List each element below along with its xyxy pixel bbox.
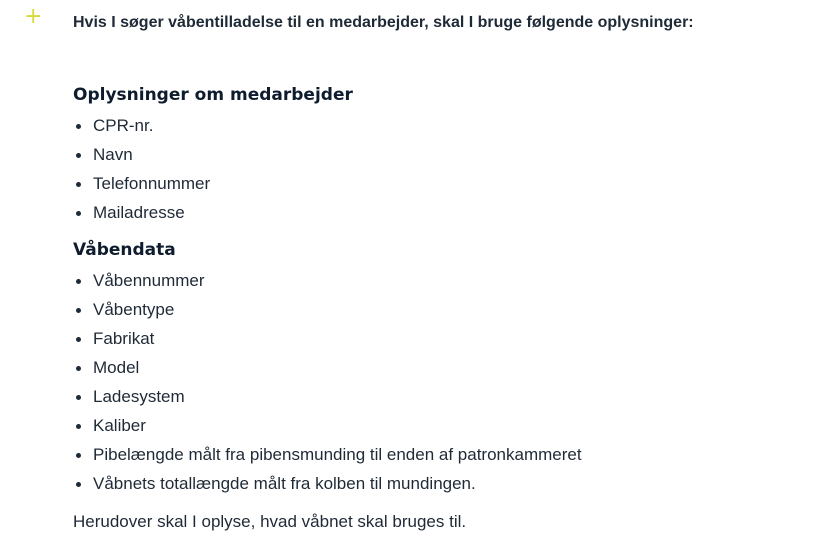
list-item: Våbentype <box>73 295 813 324</box>
list-item: Våbennummer <box>73 266 813 295</box>
list-item: Fabrikat <box>73 324 813 353</box>
list-item: Kaliber <box>73 411 813 440</box>
outro-text: Herudover skal I oplyse, hvad våbnet skal bruges til. <box>73 512 467 531</box>
list-item: CPR-nr. <box>73 111 813 140</box>
list-item: Navn <box>73 140 813 169</box>
list-item: Model <box>73 353 813 382</box>
accordion-content <box>73 12 813 533</box>
list-item: Telefonnummer <box>73 169 813 198</box>
plus-icon[interactable]: + <box>24 4 43 29</box>
section-heading-employee: Oplysninger om medarbejder <box>73 85 353 105</box>
list-item: Mailadresse <box>73 198 813 227</box>
list-item: Ladesystem <box>73 382 813 411</box>
section-heading-weapon-data: Våbendata <box>73 240 176 260</box>
weapon-data-list <box>73 266 813 498</box>
list-item: Pibelængde målt fra pibensmunding til enden af patronkammeret <box>73 440 813 469</box>
employee-info-list <box>73 111 813 227</box>
list-item: Våbnets totallængde målt fra kolben til mundingen. <box>73 469 813 498</box>
intro-text: Hvis I søger våbentilladelse til en medarbejder, skal I bruge følgende oplysninger: <box>73 14 694 31</box>
